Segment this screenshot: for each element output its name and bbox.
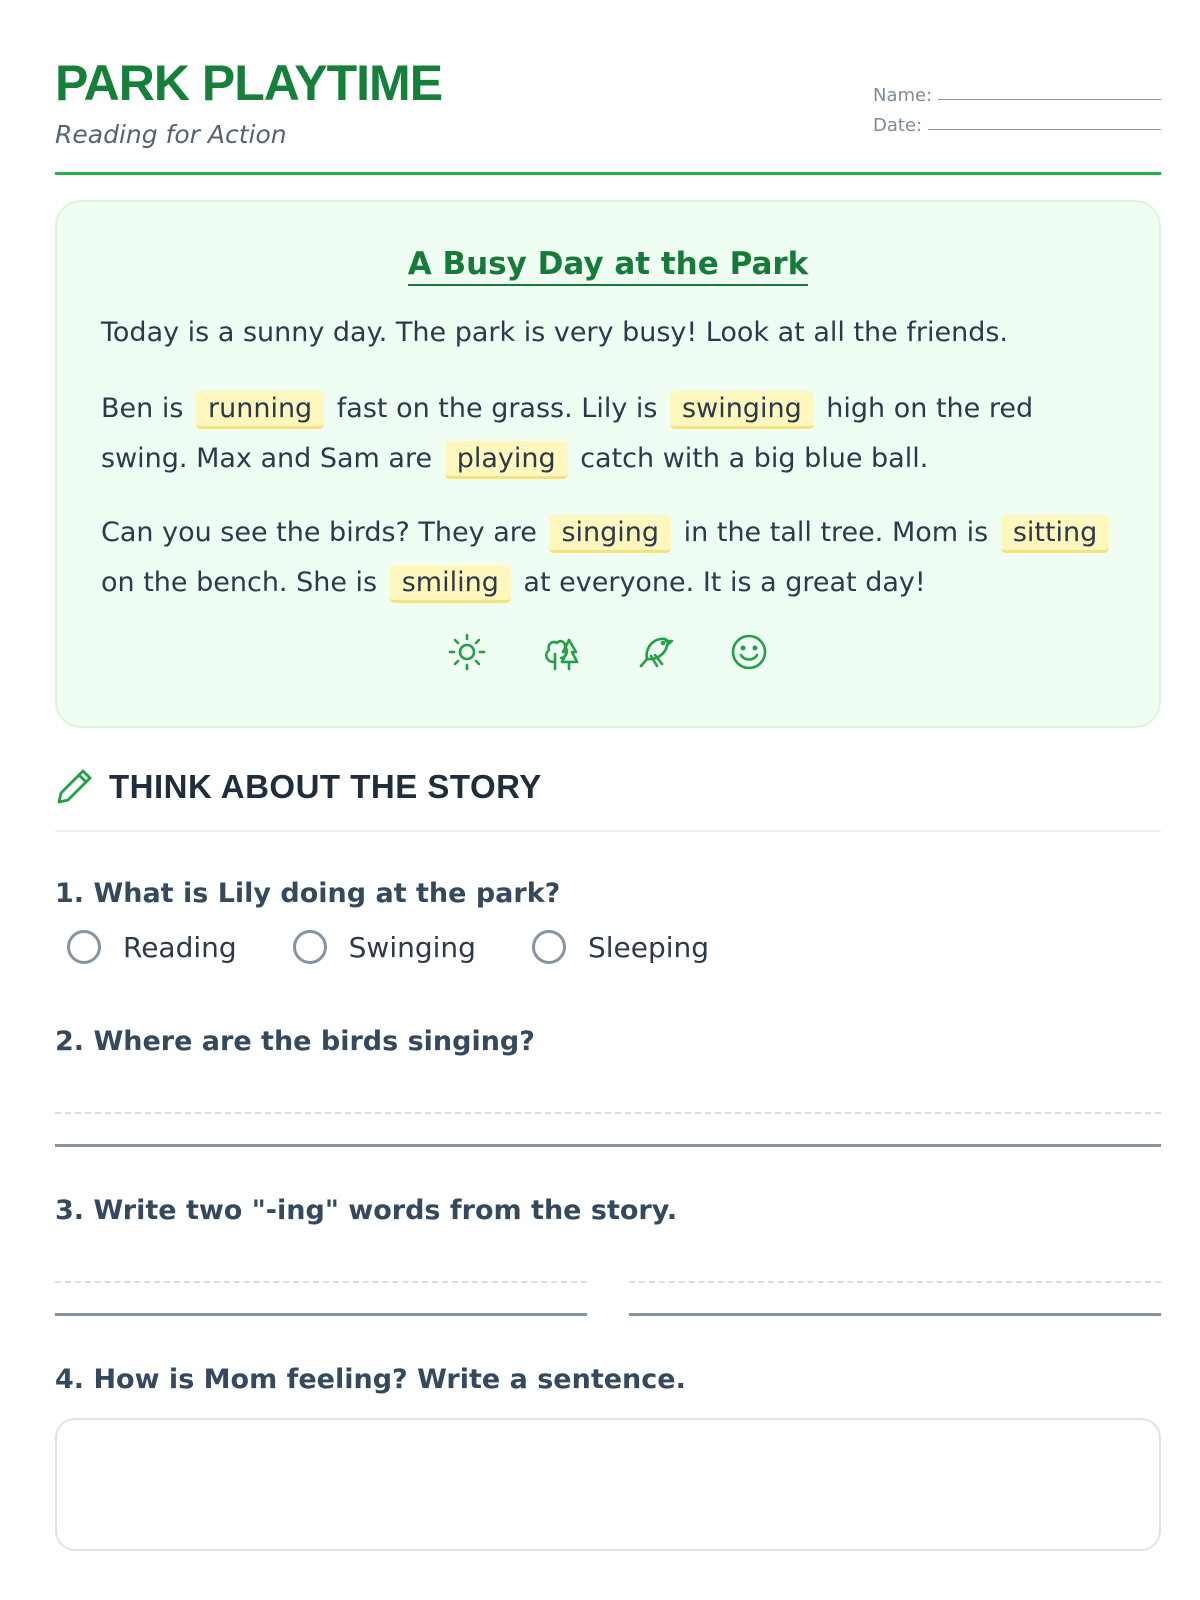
date-field[interactable] — [928, 128, 1161, 130]
page-title: PARK PLAYTIME — [55, 55, 443, 111]
highlighted-word: singing — [549, 515, 671, 553]
question-1-options — [67, 930, 709, 964]
name-date-block — [873, 76, 1161, 136]
answer-box-4[interactable] — [55, 1418, 1161, 1551]
radio-button[interactable] — [532, 930, 566, 964]
highlighted-word: smiling — [390, 565, 511, 603]
answer-line-3b[interactable] — [629, 1313, 1161, 1316]
question-1: 1. What is Lily doing at the park? — [55, 878, 561, 909]
option-sleeping[interactable] — [532, 930, 709, 964]
story-text: at everyone. It is a great day! — [523, 567, 926, 598]
highlighted-word: playing — [445, 441, 568, 479]
story-icons — [101, 632, 1115, 672]
story-paragraph-3 — [101, 508, 1115, 608]
option-label: Sleeping — [587, 930, 710, 964]
bird-icon — [635, 632, 675, 672]
story-paragraph-1: Today is a sunny day. The park is very busy! Look at all the friends. — [101, 317, 1008, 348]
trees-icon — [541, 632, 581, 672]
date-label: Date: — [873, 115, 923, 136]
name-label: Name: — [873, 85, 933, 106]
highlighted-word: swinging — [670, 391, 814, 429]
option-label: Reading — [123, 930, 237, 964]
guide-line — [629, 1281, 1161, 1283]
option-swinging[interactable] — [293, 930, 476, 964]
date-row — [873, 106, 1161, 136]
name-row — [873, 76, 1161, 106]
radio-button[interactable] — [67, 930, 101, 964]
highlighted-word: running — [196, 391, 324, 429]
question-2: 2. Where are the birds singing? — [55, 1026, 535, 1057]
story-title: A Busy Day at the Park — [408, 246, 809, 286]
story-text: catch with a big blue ball. — [580, 443, 929, 474]
sun-icon — [447, 632, 487, 672]
story-paragraph-2 — [101, 384, 1115, 484]
section-title: THINK ABOUT THE STORY — [109, 768, 542, 805]
section-heading — [55, 768, 1161, 832]
question-3: 3. Write two "-ing" words from the story. — [55, 1195, 678, 1226]
story-text: in the tall tree. Mom is — [683, 517, 989, 548]
option-label: Swinging — [348, 930, 476, 964]
worksheet-page — [55, 0, 1161, 1395]
guide-line — [55, 1112, 1161, 1114]
worksheet-header — [55, 0, 1161, 175]
pencil-icon — [55, 766, 95, 806]
story-box — [55, 200, 1161, 728]
answer-line-3a[interactable] — [55, 1313, 587, 1316]
name-field[interactable] — [938, 98, 1161, 100]
story-text: Can you see the birds? They are — [101, 517, 537, 548]
story-title-wrap — [101, 246, 1115, 290]
story-text: on the bench. She is — [101, 567, 378, 598]
highlighted-word: sitting — [1001, 515, 1110, 553]
option-reading[interactable] — [67, 930, 237, 964]
radio-button[interactable] — [293, 930, 327, 964]
smile-icon — [729, 632, 769, 672]
story-text: fast on the grass. Lily is — [336, 393, 658, 424]
question-4: 4. How is Mom feeling? Write a sentence. — [55, 1364, 686, 1395]
page-subtitle: Reading for Action — [55, 120, 287, 149]
story-text: high on the red swing. Max and Sam are — [101, 393, 1034, 474]
answer-line-2[interactable] — [55, 1144, 1161, 1147]
story-text: Ben is — [101, 393, 184, 424]
guide-line — [55, 1281, 587, 1283]
